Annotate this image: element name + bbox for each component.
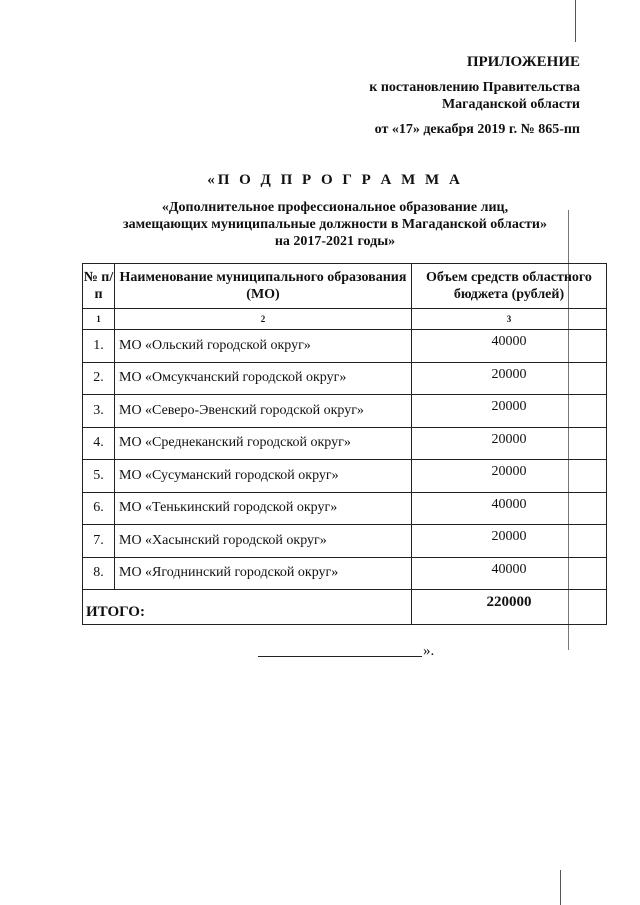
column-index: 1 <box>83 309 115 330</box>
column-index-row <box>83 309 607 330</box>
total-row <box>83 590 607 625</box>
column-header-name: Наименование муниципального образования (МО) <box>115 264 412 309</box>
table-row <box>83 525 607 558</box>
table-row <box>83 330 607 363</box>
total-amount: 220000 <box>412 590 607 625</box>
appendix-line: к постановлению Правительства <box>369 80 580 95</box>
row-number: 5. <box>83 460 115 493</box>
funding-amount: 20000 <box>412 395 607 428</box>
column-index: 2 <box>115 309 412 330</box>
table-row <box>83 427 607 460</box>
municipality-name: МО «Хасынский городской округ» <box>115 525 412 558</box>
signature-line <box>258 656 422 657</box>
funding-amount: 40000 <box>412 492 607 525</box>
table-row <box>83 395 607 428</box>
row-number: 4. <box>83 427 115 460</box>
subprogram-title: на 2017-2021 годы» <box>274 234 396 249</box>
table-header-row <box>83 264 607 309</box>
funding-amount: 20000 <box>412 362 607 395</box>
appendix-date: от «17» декабря 2019 г. № 865-пп <box>374 122 580 137</box>
municipality-name: МО «Сусуманский городской округ» <box>115 460 412 493</box>
municipality-name: МО «Среднеканский городской округ» <box>115 427 412 460</box>
municipality-name: МО «Северо-Эвенский городской округ» <box>115 395 412 428</box>
municipality-name: МО «Ягоднинский городской округ» <box>115 557 412 590</box>
appendix-heading: ПРИЛОЖЕНИЕ <box>466 54 580 70</box>
municipality-name: МО «Тенькинский городской округ» <box>115 492 412 525</box>
column-index: 3 <box>412 309 607 330</box>
funding-amount: 40000 <box>412 557 607 590</box>
table-row <box>83 362 607 395</box>
row-number: 2. <box>83 362 115 395</box>
municipality-name: МО «Ольский городской округ» <box>115 330 412 363</box>
table-row <box>83 492 607 525</box>
funding-amount: 20000 <box>412 427 607 460</box>
subprogram-title: «Дополнительное профессиональное образование лиц, <box>161 200 509 215</box>
appendix-block <box>330 54 580 138</box>
subprogram-heading: «П О Д П Р О Г Р А М М А <box>207 172 463 188</box>
subprogram-block <box>90 172 580 250</box>
column-header-number: № п/п <box>83 264 115 309</box>
row-number: 6. <box>83 492 115 525</box>
scan-artifact-line <box>560 870 561 905</box>
row-number: 8. <box>83 557 115 590</box>
table-row <box>83 557 607 590</box>
municipality-name: МО «Омсукчанский городской округ» <box>115 362 412 395</box>
appendix-line: Магаданской области <box>441 97 580 112</box>
closing-quote: ». <box>423 643 435 659</box>
total-label: ИТОГО: <box>83 590 412 625</box>
funding-amount: 20000 <box>412 460 607 493</box>
scan-artifact-line <box>575 0 576 42</box>
row-number: 3. <box>83 395 115 428</box>
funding-amount: 40000 <box>412 330 607 363</box>
row-number: 1. <box>83 330 115 363</box>
table-row <box>83 460 607 493</box>
column-header-amount: Объем средств областного бюджета (рублей) <box>412 264 607 309</box>
subprogram-title: замещающих муниципальные должности в Магаданской области» <box>123 217 547 232</box>
funding-table <box>82 263 607 625</box>
funding-amount: 20000 <box>412 525 607 558</box>
row-number: 7. <box>83 525 115 558</box>
